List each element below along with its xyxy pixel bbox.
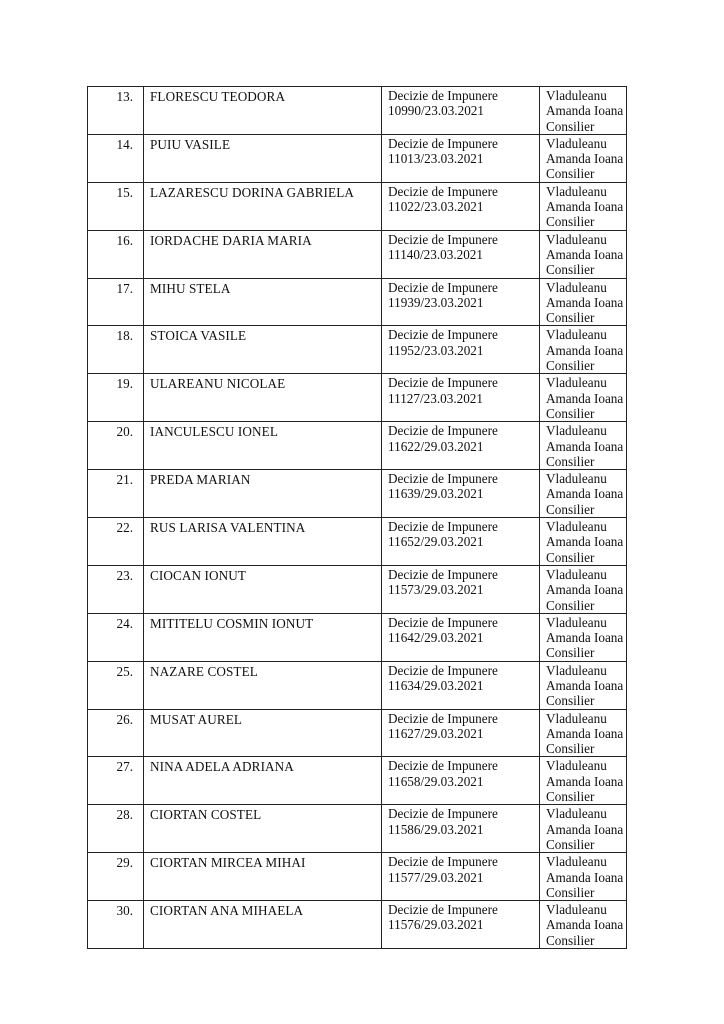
taxpayer-name: IANCULESCU IONEL	[144, 422, 382, 470]
table-row	[88, 661, 627, 709]
responsible-cell	[540, 374, 627, 422]
responsible-role: Consilier	[546, 836, 595, 852]
document-cell	[382, 709, 540, 757]
responsible-cell	[540, 470, 627, 518]
document-type: Decizie de Impunere	[388, 710, 498, 726]
responsible-surname: Vladuleanu	[546, 279, 607, 295]
responsible-surname: Vladuleanu	[546, 710, 607, 726]
taxpayer-name: PUIU VASILE	[144, 134, 382, 182]
responsible-given-name: Amanda Ioana	[546, 294, 624, 310]
taxpayer-name: NINA ADELA ADRIANA	[144, 757, 382, 805]
document-cell	[382, 518, 540, 566]
table-row	[88, 230, 627, 278]
responsible-surname: Vladuleanu	[546, 375, 607, 391]
records-table-body	[88, 87, 627, 949]
row-number: 24.	[88, 613, 144, 661]
row-number: 25.	[88, 661, 144, 709]
document-type: Decizie de Impunere	[388, 758, 498, 774]
responsible-role: Consilier	[546, 118, 595, 134]
document-type: Decizie de Impunere	[388, 662, 498, 678]
row-number: 28.	[88, 805, 144, 853]
responsible-surname: Vladuleanu	[546, 806, 607, 822]
document-reference: 11022/23.03.2021	[388, 199, 484, 215]
responsible-role: Consilier	[546, 549, 595, 565]
taxpayer-name: STOICA VASILE	[144, 326, 382, 374]
document-reference: 11639/29.03.2021	[388, 486, 484, 502]
responsible-given-name: Amanda Ioana	[546, 342, 624, 358]
responsible-role: Consilier	[546, 932, 595, 948]
responsible-role: Consilier	[546, 884, 595, 900]
document-type: Decizie de Impunere	[388, 183, 498, 199]
taxpayer-name: CIORTAN MIRCEA MIHAI	[144, 853, 382, 901]
taxpayer-name: FLORESCU TEODORA	[144, 87, 382, 135]
document-cell	[382, 87, 540, 135]
taxpayer-name: CIORTAN ANA MIHAELA	[144, 901, 382, 949]
document-type: Decizie de Impunere	[388, 471, 498, 487]
taxpayer-name: MIHU STELA	[144, 278, 382, 326]
document-cell	[382, 757, 540, 805]
responsible-given-name: Amanda Ioana	[546, 677, 624, 693]
responsible-role: Consilier	[546, 693, 595, 709]
taxpayer-name: MITITELU COSMIN IONUT	[144, 613, 382, 661]
document-type: Decizie de Impunere	[388, 375, 498, 391]
responsible-surname: Vladuleanu	[546, 327, 607, 343]
responsible-given-name: Amanda Ioana	[546, 151, 624, 167]
table-row	[88, 470, 627, 518]
responsible-cell	[540, 326, 627, 374]
responsible-given-name: Amanda Ioana	[546, 630, 624, 646]
responsible-surname: Vladuleanu	[546, 231, 607, 247]
document-type: Decizie de Impunere	[388, 279, 498, 295]
document-type: Decizie de Impunere	[388, 902, 498, 918]
responsible-role: Consilier	[546, 645, 595, 661]
taxpayer-name: PREDA MARIAN	[144, 470, 382, 518]
responsible-surname: Vladuleanu	[546, 758, 607, 774]
document-reference: 10990/23.03.2021	[388, 103, 484, 119]
responsible-given-name: Amanda Ioana	[546, 199, 624, 215]
responsible-surname: Vladuleanu	[546, 614, 607, 630]
table-row	[88, 853, 627, 901]
document-reference: 11658/29.03.2021	[388, 773, 484, 789]
document-cell	[382, 470, 540, 518]
responsible-role: Consilier	[546, 501, 595, 517]
row-number: 17.	[88, 278, 144, 326]
responsible-cell	[540, 709, 627, 757]
table-row	[88, 805, 627, 853]
responsible-cell	[540, 422, 627, 470]
responsible-given-name: Amanda Ioana	[546, 390, 624, 406]
row-number: 21.	[88, 470, 144, 518]
document-type: Decizie de Impunere	[388, 614, 498, 630]
row-number: 30.	[88, 901, 144, 949]
responsible-cell	[540, 134, 627, 182]
table-row	[88, 278, 627, 326]
responsible-given-name: Amanda Ioana	[546, 582, 624, 598]
responsible-cell	[540, 87, 627, 135]
document-cell	[382, 805, 540, 853]
document-type: Decizie de Impunere	[388, 423, 498, 439]
table-row	[88, 422, 627, 470]
document-cell	[382, 182, 540, 230]
responsible-cell	[540, 853, 627, 901]
responsible-cell	[540, 805, 627, 853]
document-reference: 11939/23.03.2021	[388, 294, 484, 310]
document-reference: 11642/29.03.2021	[388, 630, 484, 646]
document-type: Decizie de Impunere	[388, 806, 498, 822]
row-number: 13.	[88, 87, 144, 135]
document-reference: 11127/23.03.2021	[388, 390, 483, 406]
document-reference: 11952/23.03.2021	[388, 342, 484, 358]
responsible-given-name: Amanda Ioana	[546, 246, 624, 262]
responsible-surname: Vladuleanu	[546, 183, 607, 199]
row-number: 19.	[88, 374, 144, 422]
document-reference: 11622/29.03.2021	[388, 438, 484, 454]
table-row	[88, 182, 627, 230]
responsible-given-name: Amanda Ioana	[546, 438, 624, 454]
responsible-role: Consilier	[546, 597, 595, 613]
row-number: 20.	[88, 422, 144, 470]
responsible-given-name: Amanda Ioana	[546, 103, 624, 119]
document-type: Decizie de Impunere	[388, 519, 498, 535]
responsible-surname: Vladuleanu	[546, 423, 607, 439]
document-cell	[382, 278, 540, 326]
responsible-cell	[540, 901, 627, 949]
document-cell	[382, 374, 540, 422]
document-type: Decizie de Impunere	[388, 231, 498, 247]
table-row	[88, 901, 627, 949]
responsible-surname: Vladuleanu	[546, 135, 607, 151]
responsible-role: Consilier	[546, 166, 595, 182]
responsible-surname: Vladuleanu	[546, 902, 607, 918]
responsible-given-name: Amanda Ioana	[546, 869, 624, 885]
taxpayer-name: MUSAT AUREL	[144, 709, 382, 757]
responsible-role: Consilier	[546, 741, 595, 757]
document-reference: 11652/29.03.2021	[388, 534, 484, 550]
table-row	[88, 709, 627, 757]
responsible-cell	[540, 757, 627, 805]
document-cell	[382, 661, 540, 709]
responsible-given-name: Amanda Ioana	[546, 534, 624, 550]
document-type: Decizie de Impunere	[388, 88, 498, 103]
document-cell	[382, 613, 540, 661]
document-type: Decizie de Impunere	[388, 566, 498, 582]
responsible-surname: Vladuleanu	[546, 566, 607, 582]
table-row	[88, 565, 627, 613]
taxpayer-name: CIORTAN COSTEL	[144, 805, 382, 853]
row-number: 29.	[88, 853, 144, 901]
responsible-given-name: Amanda Ioana	[546, 773, 624, 789]
document-reference: 11577/29.03.2021	[388, 869, 484, 885]
row-number: 16.	[88, 230, 144, 278]
document-cell	[382, 853, 540, 901]
document-cell	[382, 230, 540, 278]
document-type: Decizie de Impunere	[388, 854, 498, 870]
document-reference: 11627/29.03.2021	[388, 725, 484, 741]
responsible-role: Consilier	[546, 789, 595, 805]
taxpayer-name: IORDACHE DARIA MARIA	[144, 230, 382, 278]
responsible-cell	[540, 661, 627, 709]
responsible-given-name: Amanda Ioana	[546, 486, 624, 502]
responsible-role: Consilier	[546, 358, 595, 374]
responsible-surname: Vladuleanu	[546, 88, 607, 103]
responsible-cell	[540, 182, 627, 230]
document-reference: 11634/29.03.2021	[388, 677, 484, 693]
responsible-role: Consilier	[546, 405, 595, 421]
responsible-surname: Vladuleanu	[546, 854, 607, 870]
taxpayer-name: LAZARESCU DORINA GABRIELA	[144, 182, 382, 230]
row-number: 14.	[88, 134, 144, 182]
responsible-cell	[540, 278, 627, 326]
taxpayer-name: NAZARE COSTEL	[144, 661, 382, 709]
row-number: 18.	[88, 326, 144, 374]
responsible-given-name: Amanda Ioana	[546, 725, 624, 741]
records-table	[87, 86, 627, 949]
table-row	[88, 326, 627, 374]
document-type: Decizie de Impunere	[388, 135, 498, 151]
document-cell	[382, 326, 540, 374]
responsible-role: Consilier	[546, 310, 595, 326]
responsible-cell	[540, 613, 627, 661]
table-row	[88, 613, 627, 661]
responsible-given-name: Amanda Ioana	[546, 917, 624, 933]
document-type: Decizie de Impunere	[388, 327, 498, 343]
row-number: 27.	[88, 757, 144, 805]
taxpayer-name: ULAREANU NICOLAE	[144, 374, 382, 422]
taxpayer-name: CIOCAN IONUT	[144, 565, 382, 613]
table-row	[88, 757, 627, 805]
responsible-role: Consilier	[546, 262, 595, 278]
taxpayer-name: RUS LARISA VALENTINA	[144, 518, 382, 566]
document-reference: 11573/29.03.2021	[388, 582, 484, 598]
row-number: 23.	[88, 565, 144, 613]
responsible-cell	[540, 230, 627, 278]
document-reference: 11576/29.03.2021	[388, 917, 484, 933]
document-reference: 11140/23.03.2021	[388, 246, 483, 262]
table-row	[88, 134, 627, 182]
responsible-cell	[540, 518, 627, 566]
document-cell	[382, 901, 540, 949]
document-cell	[382, 422, 540, 470]
document-reference: 11013/23.03.2021	[388, 151, 484, 167]
responsible-surname: Vladuleanu	[546, 662, 607, 678]
table-row	[88, 87, 627, 135]
responsible-role: Consilier	[546, 453, 595, 469]
responsible-surname: Vladuleanu	[546, 471, 607, 487]
responsible-role: Consilier	[546, 214, 595, 230]
document-reference: 11586/29.03.2021	[388, 821, 484, 837]
responsible-surname: Vladuleanu	[546, 519, 607, 535]
document-cell	[382, 565, 540, 613]
table-row	[88, 518, 627, 566]
document-cell	[382, 134, 540, 182]
responsible-cell	[540, 565, 627, 613]
row-number: 15.	[88, 182, 144, 230]
row-number: 26.	[88, 709, 144, 757]
table-row	[88, 374, 627, 422]
responsible-given-name: Amanda Ioana	[546, 821, 624, 837]
row-number: 22.	[88, 518, 144, 566]
